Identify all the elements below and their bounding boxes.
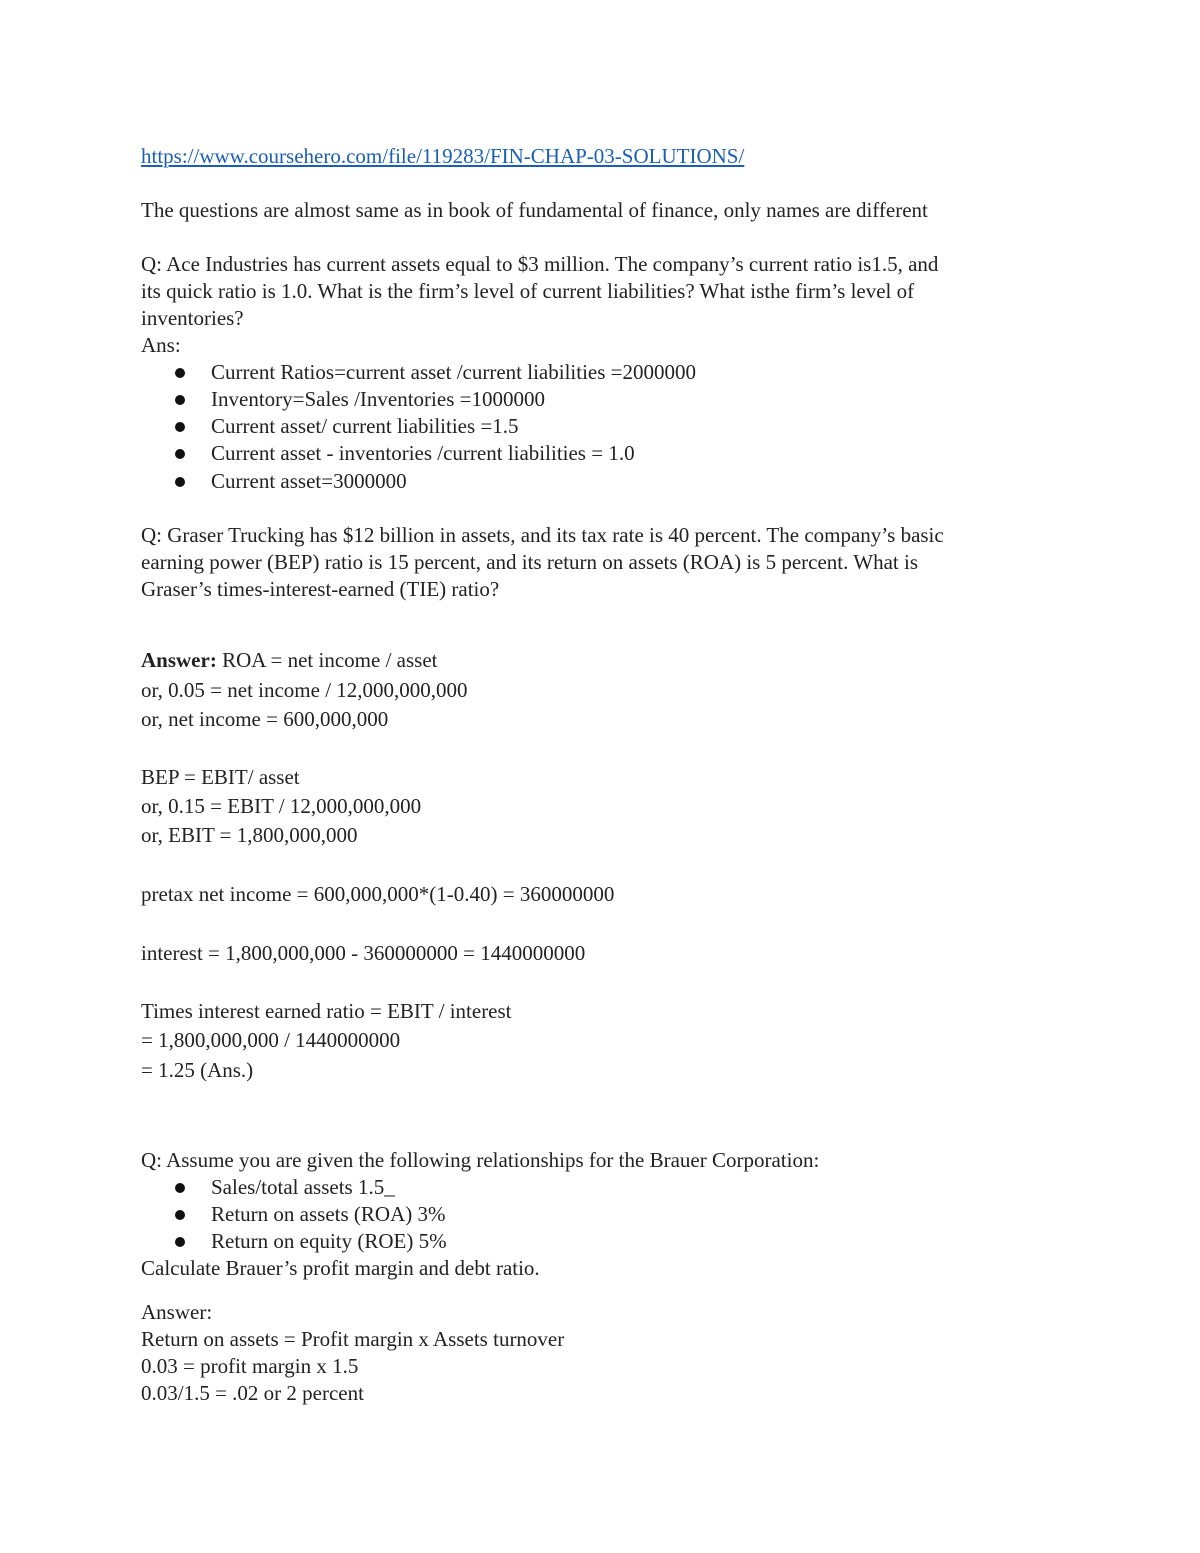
- bullet-icon: [175, 1210, 185, 1220]
- list-item-text: Current asset - inventories /current liabilities = 1.0: [211, 441, 635, 465]
- list-item-text: Current asset=3000000: [211, 469, 407, 493]
- bullet-icon: [175, 477, 185, 487]
- calc-line: = 1,800,000,000 / 1440000000: [141, 1028, 401, 1052]
- calc-line: BEP = EBIT/ asset: [141, 765, 300, 789]
- q3-line-1: Q: Assume you are given the following relationships for the Brauer Corporation:: [141, 1148, 820, 1172]
- q3-task: Calculate Brauer’s profit margin and debt ratio.: [141, 1256, 540, 1280]
- bullet-icon: [175, 1237, 185, 1247]
- list-item-text: Current Ratios=current asset /current liabilities =2000000: [211, 360, 696, 384]
- source-link[interactable]: https://www.coursehero.com/file/119283/FIN-CHAP-03-SOLUTIONS/: [141, 144, 745, 168]
- q2-answer-text: ROA = net income / asset: [216, 648, 438, 672]
- bullet-icon: [175, 449, 185, 459]
- bullet-icon: [175, 368, 185, 378]
- q2-line-1: Q: Graser Trucking has $12 billion in assets, and its tax rate is 40 percent. The company’s basic: [141, 523, 944, 547]
- bullet-icon: [175, 422, 185, 432]
- q1-ans-label: Ans:: [141, 333, 181, 357]
- bullet-icon: [175, 395, 185, 405]
- q1-line-3: inventories?: [141, 306, 244, 330]
- answer-line: Return on assets = Profit margin x Assets turnover: [141, 1327, 565, 1351]
- list-item-text: Return on assets (ROA) 3%: [211, 1202, 446, 1226]
- q1-line-2: its quick ratio is 1.0. What is the firm’s level of current liabilities? What isthe firm’s level of: [141, 279, 915, 303]
- calc-line: or, EBIT = 1,800,000,000: [141, 823, 358, 847]
- q2-answer-label: Answer:: [141, 648, 217, 672]
- q2-answer-line: [141, 647, 437, 674]
- bullet-icon: [175, 1183, 185, 1193]
- calc-line: or, 0.05 = net income / 12,000,000,000: [141, 678, 468, 702]
- calc-line: or, 0.15 = EBIT / 12,000,000,000: [141, 794, 422, 818]
- answer-line: 0.03/1.5 = .02 or 2 percent: [141, 1381, 364, 1405]
- list-item-text: Current asset/ current liabilities =1.5: [211, 414, 519, 438]
- list-item-text: Sales/total assets 1.5_: [211, 1175, 395, 1199]
- q2-line-3: Graser’s times-interest-earned (TIE) ratio?: [141, 577, 500, 601]
- q2-line-2: earning power (BEP) ratio is 15 percent, and its return on assets (ROA) is 5 percent. What is: [141, 550, 918, 574]
- calc-line: = 1.25 (Ans.): [141, 1058, 254, 1082]
- list-item-text: Return on equity (ROE) 5%: [211, 1229, 447, 1253]
- answer-line: 0.03 = profit margin x 1.5: [141, 1354, 359, 1378]
- calc-line: or, net income = 600,000,000: [141, 707, 389, 731]
- q1-line-1: Q: Ace Industries has current assets equal to $3 million. The company’s current ratio is1.5, and: [141, 252, 939, 276]
- calc-line: pretax net income = 600,000,000*(1-0.40) = 360000000: [141, 882, 615, 906]
- list-item-text: Inventory=Sales /Inventories =1000000: [211, 387, 545, 411]
- intro-text: The questions are almost same as in book of fundamental of finance, only names are different: [141, 198, 928, 222]
- q3-answer-label: Answer:: [141, 1300, 213, 1324]
- calc-line: interest = 1,800,000,000 - 360000000 = 1440000000: [141, 941, 586, 965]
- calc-line: Times interest earned ratio = EBIT / interest: [141, 999, 512, 1023]
